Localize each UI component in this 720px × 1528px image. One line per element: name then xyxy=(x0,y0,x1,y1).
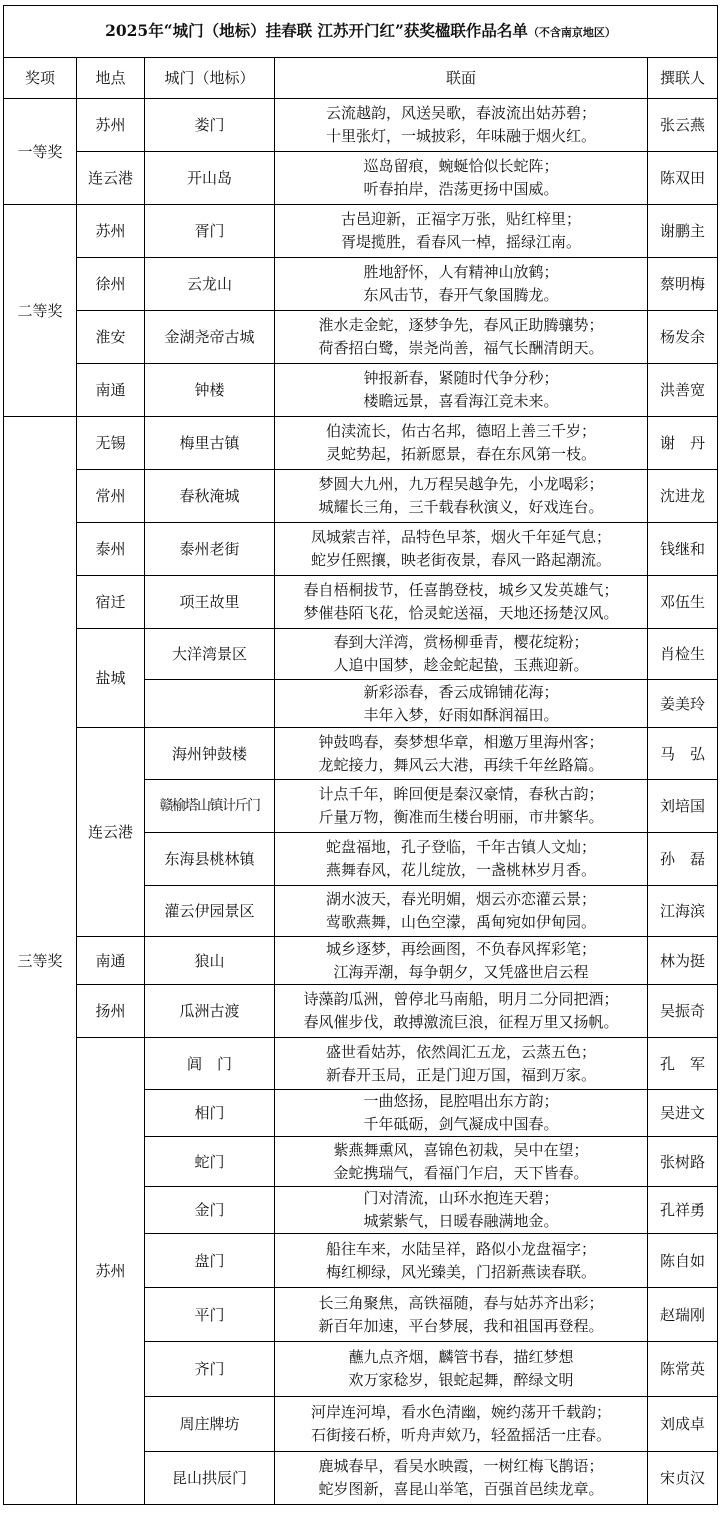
couplet-line-2: 丰年入梦，好雨如酥润福田。 xyxy=(363,705,559,724)
couplet-line-2: 春风催步伐，敢搏激流巨浪，征程万里又扬帆。 xyxy=(303,1013,619,1031)
gate-cell: 云龙山 xyxy=(145,258,275,311)
couplet-line-1: 春自梧桐拔节，任喜鹊登枝，城乡又发英雄气； xyxy=(303,581,619,599)
place-cell: 常州 xyxy=(77,470,145,523)
table-row xyxy=(4,258,718,311)
couplet-cell xyxy=(275,985,648,1038)
table-row xyxy=(4,576,718,629)
author-cell: 宋贞汉 xyxy=(648,1452,718,1505)
author-cell: 洪善宽 xyxy=(648,364,718,417)
gate-cell: 泰州老街 xyxy=(145,523,275,576)
author-cell: 邓伍生 xyxy=(648,576,718,629)
couplet-line-1: 盛世看姑苏，依然阊汇五龙，云蒸五色； xyxy=(325,1042,596,1061)
couplet-line-1: 云流越韵，风送吴歌，春波流出姑苏碧； xyxy=(325,104,596,122)
gate-cell: 大洋湾景区 xyxy=(145,629,275,680)
couplet-line-1: 钟鼓鸣春，奏梦想华章，相邀万里海州客； xyxy=(318,732,604,751)
couplet-line-1: 鹿城春早，看吴水映霞，一树红梅飞鹊语； xyxy=(318,1457,604,1475)
author-cell: 林为挺 xyxy=(648,937,718,985)
author-cell: 钱继和 xyxy=(648,523,718,576)
gate-cell: 娄门 xyxy=(145,99,275,152)
place-cell: 苏州 xyxy=(77,99,145,152)
couplet-line-1: 城乡逐梦，再绘画图，不负春风挥彩笔； xyxy=(325,939,596,958)
gate-cell: 平门 xyxy=(145,1288,275,1342)
gate-cell: 钟楼 xyxy=(145,364,275,417)
couplet-cell xyxy=(275,1038,648,1090)
couplet-cell xyxy=(275,152,648,205)
couplet-cell xyxy=(275,1234,648,1288)
couplet-line-2: 楼瞻远景，喜看海江竞未来。 xyxy=(363,392,559,410)
couplet-line-2: 梅红柳绿，风光臻美，门招新燕读春联。 xyxy=(325,1262,596,1281)
couplet-cell xyxy=(275,1288,648,1342)
couplet-line-2: 十里张灯，一城披彩，年味融于烟火红。 xyxy=(325,127,596,145)
author-cell: 陈自如 xyxy=(648,1234,718,1288)
couplet-cell xyxy=(275,780,648,833)
couplet-line-2: 斤量万物，衡准而生楼台明丽，市井繁华。 xyxy=(318,808,604,826)
table-row xyxy=(4,1038,718,1090)
couplet-cell xyxy=(275,364,648,417)
table-row xyxy=(4,99,718,152)
couplet-cell xyxy=(275,1452,648,1505)
table-row xyxy=(4,152,718,205)
couplet-line-2: 欢万家稔岁，银蛇起舞，醉绿文明 xyxy=(348,1371,574,1389)
gate-cell: 开山岛 xyxy=(145,152,275,205)
couplet-line-1: 诗藻韵瓜洲，曾停北马南船，明月二分同把酒； xyxy=(303,990,619,1008)
gate-cell: 阊 门 xyxy=(145,1038,275,1090)
table-row xyxy=(4,311,718,364)
author-cell: 陈双田 xyxy=(648,152,718,205)
gate-cell: 瓜洲古渡 xyxy=(145,985,275,1038)
gate-cell: 狼山 xyxy=(145,937,275,985)
place-cell: 扬州 xyxy=(77,985,145,1038)
couplet-cell xyxy=(275,523,648,576)
place-cell: 淮安 xyxy=(77,311,145,364)
couplet-line-2: 莺歌燕舞，山色空濛，禹甸宛如伊甸园。 xyxy=(325,913,596,931)
award-first: 一等奖 xyxy=(4,99,77,205)
gate-cell: 东海县桃林镇 xyxy=(145,833,275,886)
gate-cell: 周庄牌坊 xyxy=(145,1397,275,1452)
couplet-cell xyxy=(275,886,648,937)
couplet-cell xyxy=(275,680,648,728)
couplet-line-2: 江海弄潮，每争朝夕，又凭盛世启云程 xyxy=(333,962,589,981)
couplet-cell xyxy=(275,833,648,886)
couplet-cell xyxy=(275,576,648,629)
header-gate: 城门（地标） xyxy=(145,58,275,99)
couplet-line-1: 长三角聚焦，高铁福随，春与姑苏齐出彩； xyxy=(318,1293,604,1312)
couplet-line-1: 梦圆大九州，九万程吴越争先，小龙喝彩； xyxy=(318,475,604,493)
couplet-line-1: 钟报新春，紧随时代争分秒； xyxy=(363,369,559,387)
place-cell: 泰州 xyxy=(77,523,145,576)
author-cell: 吴振奇 xyxy=(648,985,718,1038)
title-note: （不含南京地区） xyxy=(527,25,616,39)
couplet-line-2: 蛇岁图新，喜昆山举笔，百强首邑续龙章。 xyxy=(318,1480,604,1498)
title-main: 2025年“城门（地标）挂春联 江苏开门红”获奖楹联作品名单 xyxy=(105,20,528,40)
table-header-row xyxy=(4,58,718,99)
couplet-cell xyxy=(275,1090,648,1137)
author-cell: 赵瑞刚 xyxy=(648,1288,718,1342)
author-cell: 蔡明梅 xyxy=(648,258,718,311)
couplet-line-1: 古邑迎新，正福字万张，贴红梓里； xyxy=(340,210,581,228)
gate-cell: 赣榆塔山镇计斤门 xyxy=(145,780,275,833)
gate-cell: 盘门 xyxy=(145,1234,275,1288)
author-cell: 马 弘 xyxy=(648,728,718,780)
header-couplet: 联面 xyxy=(275,58,648,99)
author-cell: 张云燕 xyxy=(648,99,718,152)
author-cell: 沈进龙 xyxy=(648,470,718,523)
couplet-line-2: 人追中国梦，趁金蛇起蛰，玉燕迎新。 xyxy=(333,656,589,674)
couplet-line-2: 荷香招白鹭，崇尧尚善，福气长酬清朗天。 xyxy=(318,339,604,357)
couplet-cell xyxy=(275,1397,648,1452)
couplet-cell xyxy=(275,470,648,523)
place-cell: 连云港 xyxy=(77,152,145,205)
award-second: 二等奖 xyxy=(4,205,77,417)
couplet-line-1: 门对清流，山环水抱连天碧； xyxy=(363,1189,559,1207)
couplet-line-1: 湖水波天，春光明媚，烟云亦恋灌云景； xyxy=(325,890,596,908)
couplet-cell xyxy=(275,258,648,311)
author-cell: 杨发余 xyxy=(648,311,718,364)
couplet-line-2: 石街接石桥，听舟声欸乃，轻盈摇活一庄春。 xyxy=(310,1426,611,1444)
couplet-line-1: 巡岛留痕，蜿蜒恰似长蛇阵； xyxy=(363,157,559,175)
couplet-line-2: 听春拍岸，浩荡更扬中国威。 xyxy=(363,180,559,198)
gate-cell: 齐门 xyxy=(145,1342,275,1397)
couplet-line-2: 城萦紫气，日暖春融满地金。 xyxy=(363,1212,559,1230)
place-cell: 宿迁 xyxy=(77,576,145,629)
place-cell: 苏州 xyxy=(77,205,145,258)
couplet-cell xyxy=(275,937,648,985)
couplet-line-2: 东风击节，春开气象国腾龙。 xyxy=(363,286,559,304)
table-row xyxy=(4,364,718,417)
couplet-line-2: 新春开玉局，正是门迎万国，福到万家。 xyxy=(325,1065,596,1084)
author-cell: 江海滨 xyxy=(648,886,718,937)
author-cell: 孔 军 xyxy=(648,1038,718,1090)
author-cell: 肖检生 xyxy=(648,629,718,680)
couplet-line-1: 蛇盘福地，孔子登临，千年古镇人文灿； xyxy=(325,838,596,856)
couplet-line-1: 河岸连河埠，看水色清幽，婉约荡开千载韵； xyxy=(310,1403,611,1421)
gate-cell: 胥门 xyxy=(145,205,275,258)
gate-cell: 梅里古镇 xyxy=(145,417,275,470)
place-cell: 南通 xyxy=(77,937,145,985)
gate-cell: 蛇门 xyxy=(145,1137,275,1187)
author-cell: 谢鹏主 xyxy=(648,205,718,258)
author-cell: 刘成卓 xyxy=(648,1397,718,1452)
place-cell: 苏州 xyxy=(77,1038,145,1505)
author-cell: 吴进文 xyxy=(648,1090,718,1137)
table-row xyxy=(4,728,718,780)
couplet-line-1: 凤城萦吉祥，品特色早茶，烟火千年延气息； xyxy=(310,528,611,546)
table-row xyxy=(4,470,718,523)
table-row xyxy=(4,523,718,576)
gate-cell: 项王故里 xyxy=(145,576,275,629)
couplet-line-1: 紫燕舞熏风，喜锦色初栽，吴中在望； xyxy=(333,1140,589,1159)
couplet-cell xyxy=(275,728,648,780)
gate-cell: 金门 xyxy=(145,1187,275,1234)
couplet-cell xyxy=(275,205,648,258)
couplet-line-1: 蘸九点齐烟，麟管书春，描红梦想 xyxy=(348,1348,574,1366)
page-title xyxy=(4,6,718,58)
couplet-line-1: 胜地舒怀，人有精神山放鹤； xyxy=(363,263,559,281)
couplet-line-2: 金蛇携瑞气，看福门乍启，天下皆春。 xyxy=(333,1163,589,1182)
couplet-line-2: 新百年加速，平台梦展，我和祖国再登程。 xyxy=(318,1316,604,1335)
couplet-line-1: 计点千年，眸回便是秦汉豪情，春秋古韵； xyxy=(318,785,604,803)
header-award: 奖项 xyxy=(4,58,77,99)
place-cell: 徐州 xyxy=(77,258,145,311)
couplet-cell xyxy=(275,629,648,680)
couplet-line-2: 胥堤揽胜，看春风一棹，摇绿江南。 xyxy=(340,233,581,251)
author-cell: 谢 丹 xyxy=(648,417,718,470)
couplet-line-1: 淮水走金蛇，逐梦争先，春风正助腾骧势； xyxy=(318,316,604,334)
header-place: 地点 xyxy=(77,58,145,99)
couplet-line-1: 伯渎流长，佑古名邦，德昭上善三千岁； xyxy=(325,422,596,440)
table-row xyxy=(4,629,718,680)
couplet-cell xyxy=(275,1187,648,1234)
couplet-line-1: 春到大洋湾，赏杨柳垂青，樱花绽粉； xyxy=(333,633,589,651)
couplet-line-2: 燕舞春风，花儿绽放，一盏桃林岁月香。 xyxy=(325,861,596,879)
table-row xyxy=(4,205,718,258)
author-cell: 刘培国 xyxy=(648,780,718,833)
couplet-line-2: 龙蛇接力，舞风云大港，再续千年丝路篇。 xyxy=(318,755,604,774)
gate-cell: 相门 xyxy=(145,1090,275,1137)
table-row xyxy=(4,417,718,470)
gate-cell: 金湖尧帝古城 xyxy=(145,311,275,364)
couplet-line-2: 蛇岁任熙攘，映老街夜景，春风一路起潮流。 xyxy=(310,551,611,569)
couplet-cell xyxy=(275,1342,648,1397)
author-cell: 孙 磊 xyxy=(648,833,718,886)
couplet-cell xyxy=(275,417,648,470)
couplet-line-2: 城耀长三角，三千载春秋演义，好戏连台。 xyxy=(318,498,604,516)
couplet-line-2: 梦催巷陌飞花，恰灵蛇送福，天地还扬楚汉风。 xyxy=(303,604,619,622)
award-table xyxy=(3,5,718,1505)
place-cell: 连云港 xyxy=(77,728,145,937)
couplet-line-1: 一曲悠扬，昆腔唱出东方韵； xyxy=(363,1092,559,1110)
author-cell: 孔祥勇 xyxy=(648,1187,718,1234)
place-cell: 无锡 xyxy=(77,417,145,470)
couplet-cell xyxy=(275,1137,648,1187)
couplet-cell xyxy=(275,311,648,364)
author-cell: 张树路 xyxy=(648,1137,718,1187)
award-third: 三等奖 xyxy=(4,417,77,1505)
table-row xyxy=(4,937,718,985)
place-cell: 盐城 xyxy=(77,629,145,728)
header-author: 撰联人 xyxy=(648,58,718,99)
gate-cell: 灌云伊园景区 xyxy=(145,886,275,937)
gate-cell: 海州钟鼓楼 xyxy=(145,728,275,780)
place-cell: 南通 xyxy=(77,364,145,417)
gate-cell xyxy=(145,680,275,728)
author-cell: 姜美玲 xyxy=(648,680,718,728)
couplet-cell xyxy=(275,99,648,152)
table-row xyxy=(4,985,718,1038)
gate-cell: 昆山拱辰门 xyxy=(145,1452,275,1505)
author-cell: 陈常英 xyxy=(648,1342,718,1397)
couplet-line-1: 新彩添春，香云成锦铺花海； xyxy=(363,682,559,701)
couplet-line-2: 千年砥砺，剑气凝成中国春。 xyxy=(363,1115,559,1133)
couplet-line-2: 灵蛇势起，拓新愿景，春在东风第一枝。 xyxy=(325,445,596,463)
gate-cell: 春秋淹城 xyxy=(145,470,275,523)
couplet-line-1: 船往车来，水陆呈祥，路似小龙盘福字； xyxy=(325,1239,596,1258)
